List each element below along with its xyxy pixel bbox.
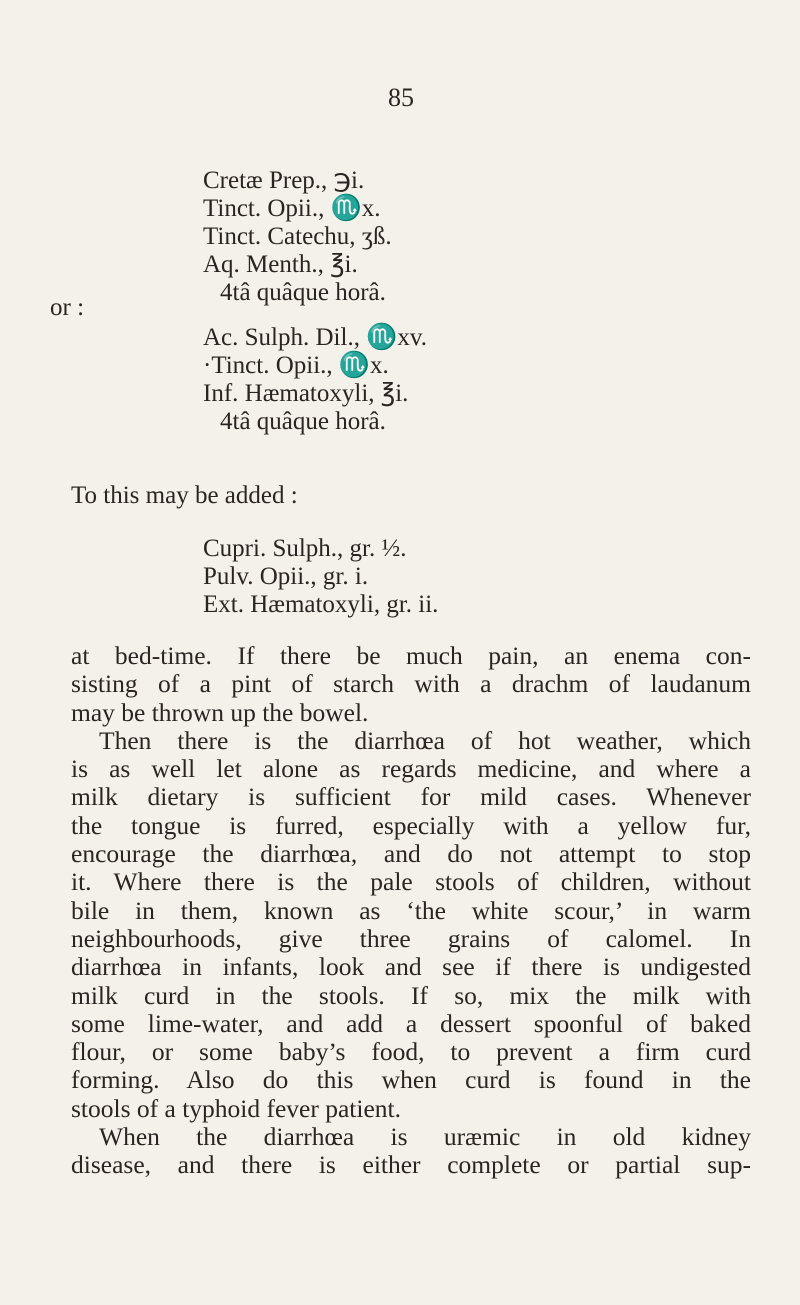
prescription-2 (203, 324, 427, 436)
prescription-line: Ac. Sulph. Dil., ♏xv. (203, 324, 427, 351)
prescription-line: Cupri. Sulph., gr. ½. (203, 535, 407, 562)
text-line: is as well let alone as regards medicine, and where a (71, 754, 751, 784)
paragraph (71, 1123, 751, 1180)
text-line: bile in them, known as ‘the white scour,’ in warm (71, 895, 751, 925)
text-line: it. Where there is the pale stools of children, without (71, 867, 751, 897)
text-line: encourage the diarrhœa, and do not attempt to stop (71, 839, 751, 869)
prescription-line: 4tâ quâque horâ. (220, 408, 386, 435)
prescription-1 (203, 167, 392, 307)
prescription-line: Tinct. Catechu, ʒß. (203, 223, 392, 250)
text-line: flour, or some baby’s food, to prevent a firm curd (71, 1037, 751, 1067)
text-line: sisting of a pint of starch with a drachm of laudanum (71, 669, 751, 699)
text-line: milk dietary is sufficient for mild cases. Whenever (71, 782, 751, 812)
prescription-line: 4tâ quâque horâ. (220, 279, 386, 306)
text-line: milk curd in the stools. If so, mix the milk with (71, 980, 751, 1010)
prescription-line: Tinct. Opii., ♏x. (203, 195, 381, 222)
text-line: may be thrown up the bowel. (71, 697, 369, 727)
body-text (71, 642, 751, 1180)
text-line: some lime-water, and add a dessert spoonful of baked (71, 1008, 751, 1038)
text-line: the tongue is furred, especially with a yellow fur, (71, 810, 751, 840)
or-label: or : (50, 294, 85, 321)
prescription-line: Cretæ Prep., ℈i. (203, 167, 365, 194)
prescription-line: ·Tinct. Opii., ♏x. (203, 352, 389, 379)
text-line: disease, and there is either complete or partial sup- (71, 1150, 751, 1180)
prescription-3 (203, 535, 438, 619)
text-line: Then there is the diarrhœa of hot weather, which (99, 725, 751, 755)
text-line: neighbourhoods, give three grains of calomel. In (71, 923, 751, 953)
text-line: forming. Also do this when curd is found in the (71, 1065, 751, 1095)
page-number: 85 (388, 83, 414, 112)
text-line: stools of a typhoid fever patient. (71, 1093, 402, 1123)
prescription-line: Inf. Hæmatoxyli, ℥i. (203, 380, 409, 407)
paragraph (71, 727, 751, 1123)
section-intro: To this may be added : (71, 482, 298, 509)
prescription-line: Pulv. Opii., gr. i. (203, 563, 369, 590)
prescription-line: Ext. Hæmatoxyli, gr. ii. (203, 591, 439, 618)
text-line: at bed-time. If there be much pain, an enema con- (71, 641, 751, 670)
text-line: diarrhœa in infants, look and see if there is undigested (71, 952, 751, 982)
text-line: When the diarrhœa is uræmic in old kidney (99, 1122, 751, 1152)
paragraph (71, 642, 751, 727)
prescription-line: Aq. Menth., ℥i. (203, 251, 358, 278)
